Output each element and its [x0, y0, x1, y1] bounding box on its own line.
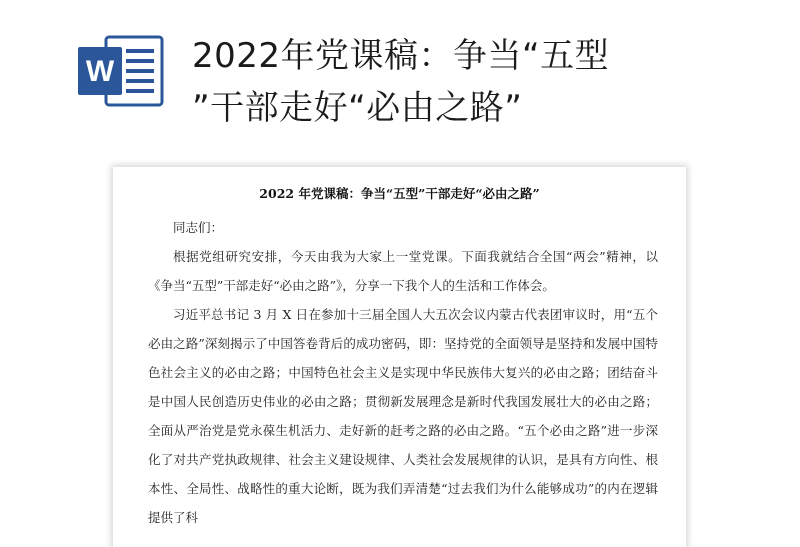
document-paragraph-1: 根据党组研究安排，今天由我为大家上一堂党课。下面我就结合全国“两会”精神，以《争当“五型”干部走好“必由之路”》，分享一下我个人的生活和工作体会。: [148, 249, 658, 293]
document-title: 2022 年党课稿：争当“五型”干部走好“必由之路”: [259, 186, 540, 201]
document-body: [148, 213, 658, 532]
page-title: [192, 30, 672, 134]
page-title-line-1: 2022年党课稿：争当“五型: [192, 36, 610, 76]
document-salutation: 同志们：: [173, 220, 224, 235]
page-title-line-2: ”干部走好“必由之路”: [192, 88, 523, 128]
word-icon-letter: W: [85, 55, 115, 88]
word-icon: [76, 33, 166, 109]
document-page: [113, 167, 686, 547]
header: [0, 0, 800, 150]
document-paragraph-2: 习近平总书记 3 月 X 日在参加十三届全国人大五次会议内蒙古代表团审议时，用“五个必由之路”深刻揭示了中国答卷背后的成功密码，即：坚持党的全面领导是坚持和发展中国特色社会主义的必由之路；中国特色社会主义是实现中华民族伟大复兴的必由之路；团结奋斗是中国人民创造历史伟业的必由之路；贯彻新发展理念是新时代我国发展壮大的必由之路；全面从严治党是党永葆生机活力、走好新的赶考之路的必由之路。“五个必由之路”进一步深化了对共产党执政规律、社会主义建设规律、人类社会发展规律的认识，是具有方向性、根本性、全局性、战略性的重大论断，既为我们弄清楚“过去我们为什么能够成功”的内在逻辑提供了科: [148, 307, 658, 525]
